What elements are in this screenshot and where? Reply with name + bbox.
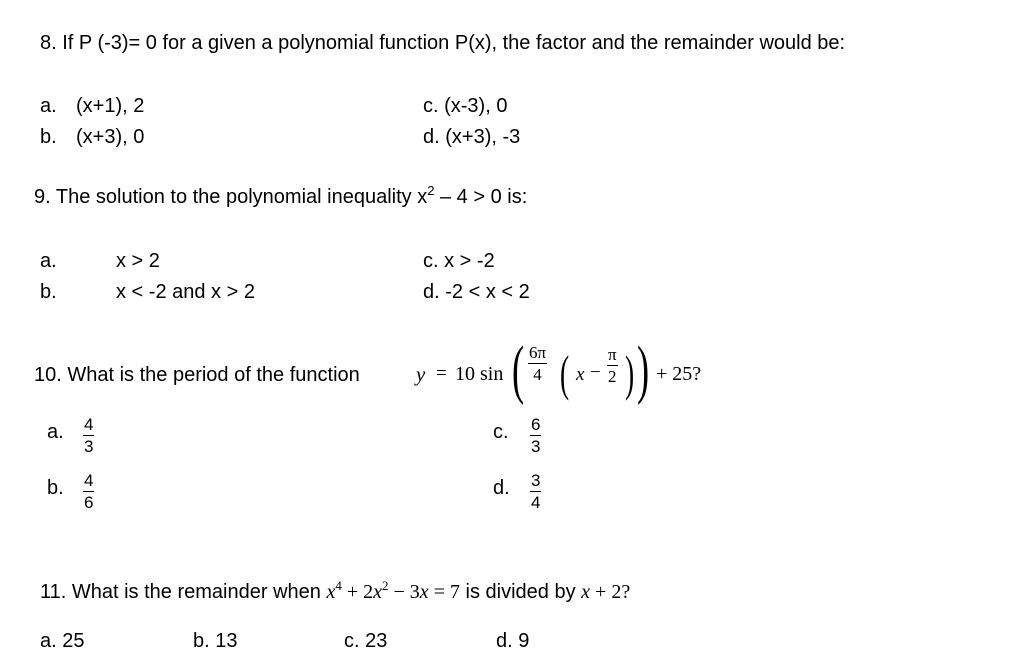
inner-left-paren: ( <box>560 345 570 401</box>
eq-equals: = 7 <box>433 581 460 603</box>
q11-option-c: c. 23 <box>344 630 388 652</box>
eq-x: x <box>576 364 585 385</box>
fraction-bar <box>607 365 618 366</box>
q11-option-b: b. 13 <box>193 630 238 652</box>
eq-x: x <box>419 581 429 603</box>
q10-option-c-label: c. <box>493 421 509 443</box>
q11-equation <box>326 578 460 603</box>
question-10-text: 10. What is the period of the function <box>34 364 360 386</box>
q10-option-d-label: d. <box>493 477 510 499</box>
q10-option-b-label: b. <box>47 477 64 499</box>
fraction-bar <box>83 491 94 492</box>
q11-divisor <box>581 581 630 603</box>
eq-term: − 3 <box>393 581 420 603</box>
fraction-denominator: 3 <box>531 437 541 456</box>
q8-option-b-label: b. <box>40 126 57 148</box>
fraction-numerator: 6 <box>531 415 541 434</box>
outer-right-paren: ) <box>637 333 650 406</box>
q10-option-a-fraction <box>83 416 94 455</box>
q8-option-a-text: (x+1), 2 <box>76 95 145 117</box>
fraction-denominator: 6 <box>84 493 94 512</box>
fraction-denominator: 3 <box>84 437 94 456</box>
question-8-text: 8. If P (-3)= 0 for a given a polynomial function P(x), the factor and the remainder would be: <box>40 32 846 54</box>
fraction-numerator: 4 <box>84 415 94 434</box>
q9-option-b-label: b. <box>40 281 57 303</box>
q11-question-mid: is divided by <box>465 581 576 603</box>
q10-option-d-fraction <box>530 472 541 511</box>
eq-x: x <box>581 581 591 603</box>
eq-10-sin: 10 sin <box>455 363 504 385</box>
eq-term: + 2? <box>595 581 631 603</box>
q10-option-a-label: a. <box>47 421 64 443</box>
fraction-bar <box>528 363 547 364</box>
q9-option-a-text: x > 2 <box>116 250 160 272</box>
fraction-numerator: π <box>608 345 617 364</box>
q8-option-c: c. (x-3), 0 <box>423 95 508 117</box>
fraction-bar <box>530 491 541 492</box>
fraction-denominator: 4 <box>531 493 541 512</box>
fraction-bar <box>530 435 541 436</box>
q8-option-a-label: a. <box>40 95 57 117</box>
eq-x: x <box>373 581 383 603</box>
q10-option-c-fraction <box>530 416 541 455</box>
eq-equals: = <box>436 363 447 384</box>
inner-right-paren: ) <box>625 345 635 401</box>
q10-option-b-fraction <box>83 472 94 511</box>
fraction-denominator: 4 <box>533 365 542 384</box>
fraction-bar <box>83 435 94 436</box>
q9-option-b-text: x < -2 and x > 2 <box>116 281 255 303</box>
eq-tail: + 25? <box>656 363 702 385</box>
q9-option-d: d. -2 < x < 2 <box>423 281 530 303</box>
fraction-numerator: 6π <box>529 343 547 362</box>
question-9-text <box>34 183 528 208</box>
eq-term: + 2 <box>346 581 374 603</box>
q8-option-b-text: (x+3), 0 <box>76 126 145 148</box>
eq-fraction-pi-over-2 <box>607 346 618 385</box>
q11-question-prefix: 11. What is the remainder when <box>40 581 321 603</box>
eq-exponent: 4 <box>335 578 342 594</box>
eq-minus: − <box>590 362 601 383</box>
question-11-text <box>40 578 631 603</box>
q9-option-c: c. x > -2 <box>423 250 495 272</box>
fraction-numerator: 4 <box>84 471 94 490</box>
q9-question-suffix: – 4 > 0 is: <box>434 186 528 208</box>
fraction-numerator: 3 <box>531 471 541 490</box>
fraction-denominator: 2 <box>608 367 617 386</box>
eq-fraction-6pi-over-4 <box>528 344 547 383</box>
q9-exponent: 2 <box>427 183 435 199</box>
eq-exponent: 2 <box>382 578 389 594</box>
q9-question-prefix: 9. The solution to the polynomial inequality x <box>34 186 428 208</box>
eq-y: y <box>416 362 426 386</box>
q8-option-d: d. (x+3), -3 <box>423 126 521 148</box>
eq-x: x <box>326 581 336 603</box>
q11-option-a: a. 25 <box>40 630 85 652</box>
outer-left-paren: ( <box>512 333 525 406</box>
q11-option-d: d. 9 <box>496 630 530 652</box>
q9-option-a-label: a. <box>40 250 57 272</box>
